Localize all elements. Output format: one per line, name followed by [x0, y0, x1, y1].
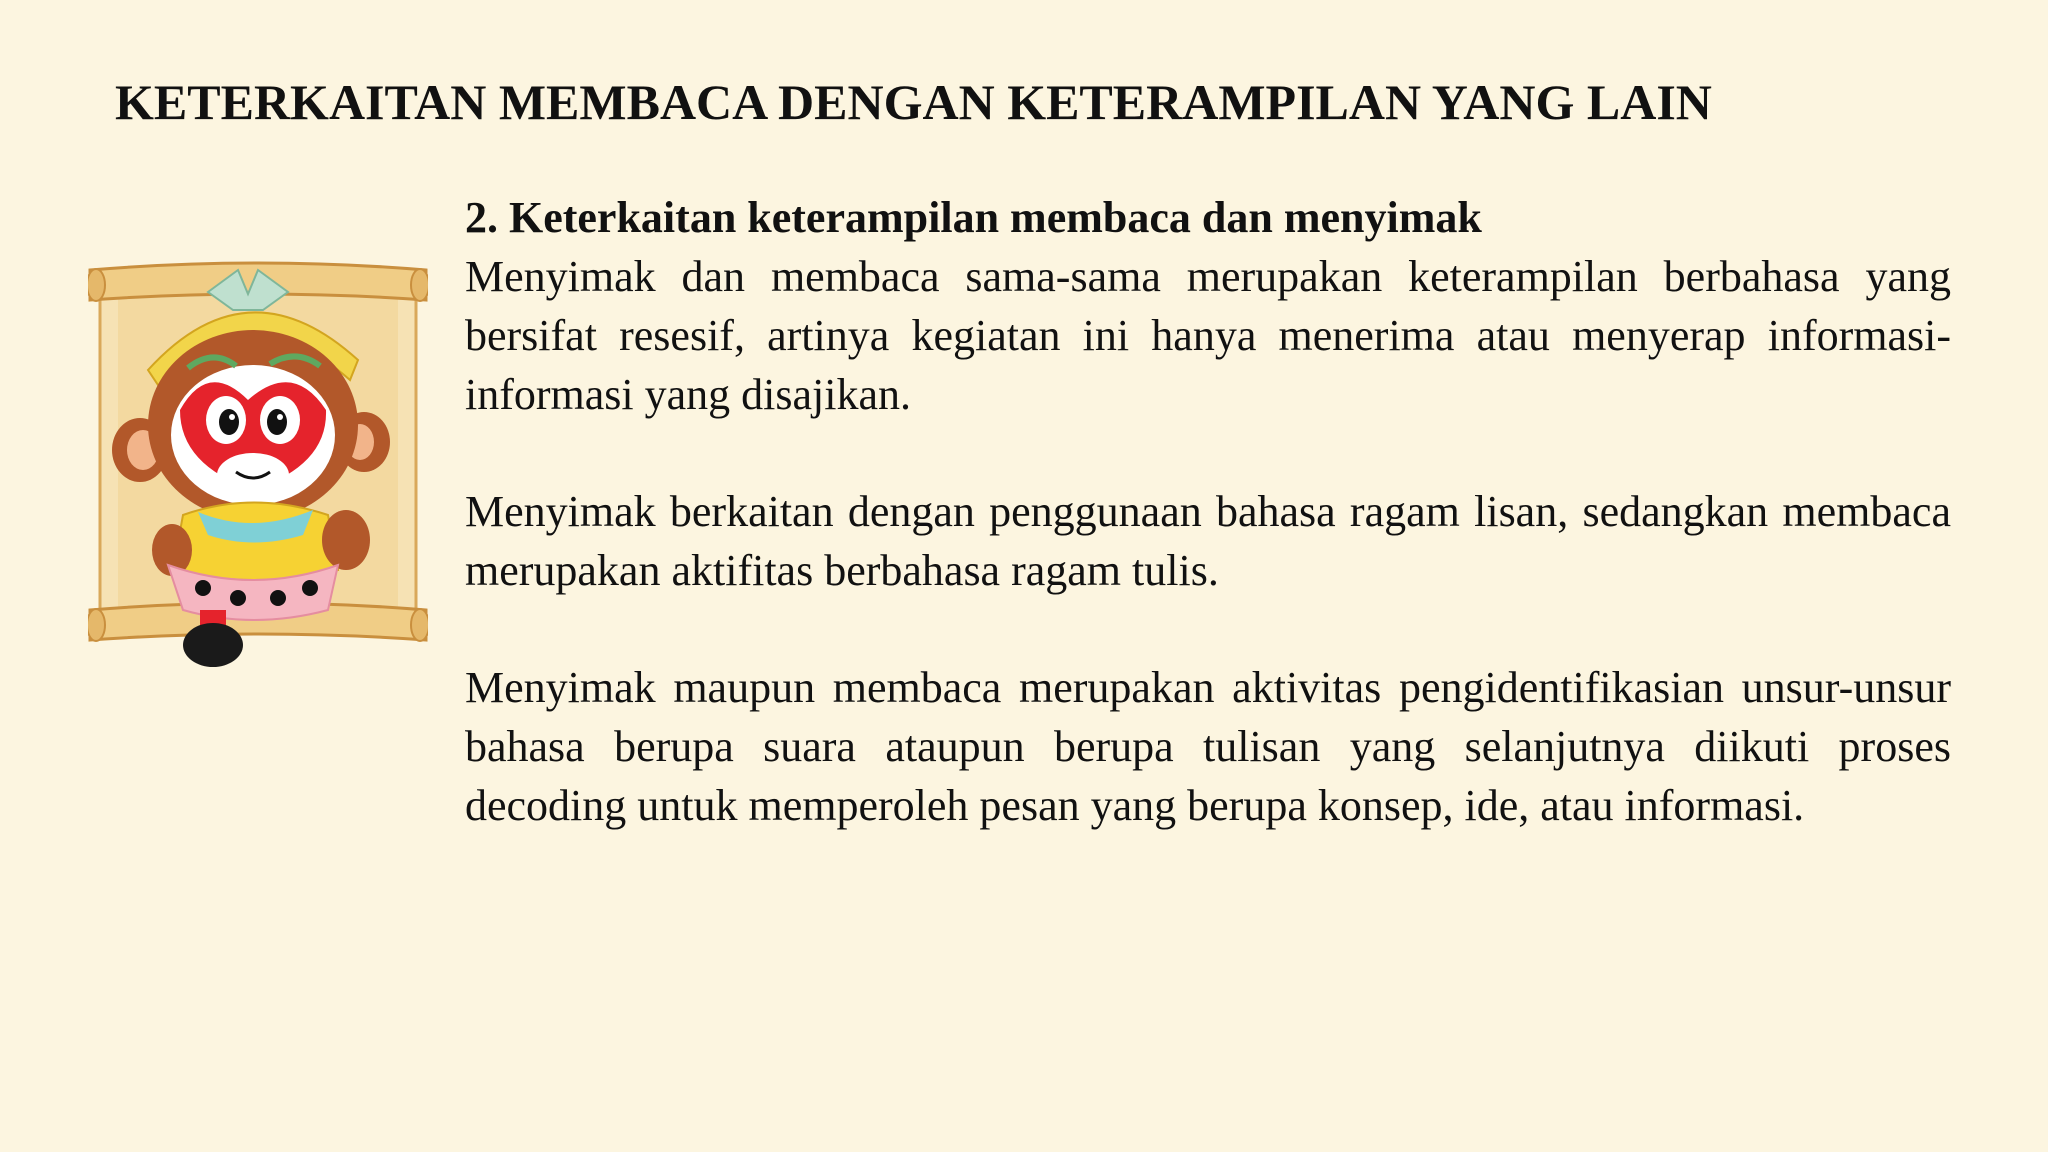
content-block [465, 188, 1951, 893]
monkey-scroll-illustration [88, 250, 428, 670]
section-subheading: 2. Keterkaitan keterampilan membaca dan menyimak [465, 193, 1482, 242]
paragraph-2: Menyimak berkaitan dengan penggunaan bahasa ragam lisan, sedangkan membaca merupakan aktifitas berbahasa ragam tulis. [465, 487, 1951, 595]
paragraph-1: Menyimak dan membaca sama-sama merupakan keterampilan berbahasa yang bersifat resesif, artinya kegiatan ini hanya menerima atau menyerap informasi-informasi yang disajikan. [465, 252, 1951, 419]
paragraph-3: Menyimak maupun membaca merupakan aktivitas pengidentifikasian unsur-unsur bahasa berupa suara ataupun berupa tulisan yang selanjutnya diikuti proses decoding untuk memperoleh pesan yang berupa konsep, ide, atau informasi. [465, 663, 1951, 830]
slide-title: KETERKAITAN MEMBACA DENGAN KETERAMPILAN YANG LAIN [115, 74, 1712, 130]
